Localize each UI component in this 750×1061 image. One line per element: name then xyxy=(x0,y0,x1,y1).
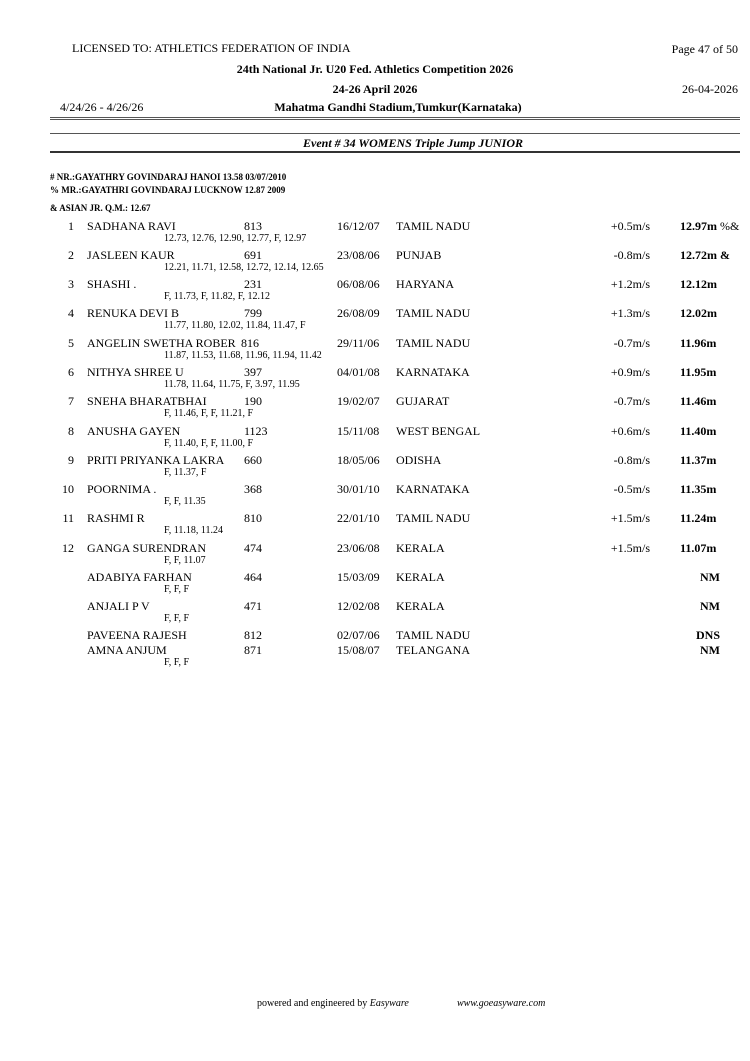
athlete-name: PAVEENA RAJESH xyxy=(87,628,187,642)
bib: 471 xyxy=(244,599,262,613)
state: ODISHA xyxy=(396,453,442,467)
bib: 464 xyxy=(244,570,262,584)
mark: 11.07m xyxy=(680,541,717,555)
wind: -0.8m/s xyxy=(613,453,650,467)
state: KARNATAKA xyxy=(396,482,470,496)
dob: 12/02/08 xyxy=(337,599,380,613)
license-text: LICENSED TO: ATHLETICS FEDERATION OF INDIA xyxy=(72,41,351,55)
mark: 11.24m xyxy=(680,511,717,525)
mark: 12.12m xyxy=(680,277,717,291)
date-range: 4/24/26 - 4/26/26 xyxy=(60,100,144,114)
athlete-name: POORNIMA . xyxy=(87,482,157,496)
bib: 691 xyxy=(244,248,262,262)
print-date: 26-04-2026 xyxy=(682,82,738,96)
bib: 474 xyxy=(244,541,262,555)
state: TAMIL NADU xyxy=(396,628,471,642)
wind: +1.5m/s xyxy=(610,511,650,525)
state: TAMIL NADU xyxy=(396,219,471,233)
dob: 15/11/08 xyxy=(337,424,380,438)
mark: NM xyxy=(700,570,720,584)
state: WEST BENGAL xyxy=(396,424,481,438)
state: TAMIL NADU xyxy=(396,306,471,320)
series: F, F, F xyxy=(164,584,190,595)
series: 12.21, 11.71, 12.58, 12.72, 12.14, 12.65 xyxy=(164,262,324,273)
result-row xyxy=(0,248,750,278)
series: F, F, F xyxy=(164,613,190,624)
result-row xyxy=(0,643,750,673)
state: KERALA xyxy=(396,541,445,555)
bib: 812 xyxy=(244,628,262,642)
result-row xyxy=(0,482,750,512)
mark: 11.35m xyxy=(680,482,717,496)
footer-powered xyxy=(257,998,409,1009)
dob: 22/01/10 xyxy=(337,511,380,525)
rank: 1 xyxy=(68,219,74,233)
competition-title: 24th National Jr. U20 Fed. Athletics Competition 2026 xyxy=(236,62,514,76)
dob: 04/01/08 xyxy=(337,365,380,379)
series: F, F, 11.35 xyxy=(164,496,206,507)
athlete-name: GANGA SURENDRAN xyxy=(87,541,207,555)
record-asian-qm: & ASIAN JR. Q.M.: 12.67 xyxy=(50,203,151,213)
athlete-name: AMNA ANJUM xyxy=(87,643,167,657)
wind: +1.5m/s xyxy=(610,541,650,555)
series: F, 11.46, F, F, 11.21, F xyxy=(164,408,254,419)
state: TELANGANA xyxy=(396,643,470,657)
wind: -0.5m/s xyxy=(613,482,650,496)
header-rule xyxy=(50,117,740,118)
athlete-name: ANGELIN SWETHA ROBER xyxy=(87,336,236,350)
result-row xyxy=(0,511,750,541)
rank: 2 xyxy=(68,248,74,262)
bib: 368 xyxy=(244,482,262,496)
bib: 813 xyxy=(244,219,262,233)
dob: 23/06/08 xyxy=(337,541,380,555)
athlete-name: SADHANA RAVI xyxy=(87,219,176,233)
athlete-name: SHASHI . xyxy=(87,277,137,291)
wind: +1.3m/s xyxy=(610,306,650,320)
dob: 30/01/10 xyxy=(337,482,380,496)
mark: NM xyxy=(700,599,720,613)
state: TAMIL NADU xyxy=(396,336,471,350)
rank: 10 xyxy=(62,482,74,496)
bib: 871 xyxy=(244,643,262,657)
athlete-name: ANUSHA GAYEN xyxy=(87,424,181,438)
athlete-name: RASHMI R xyxy=(87,511,145,525)
dob: 15/03/09 xyxy=(337,570,380,584)
athlete-name: NITHYA SHREE U xyxy=(87,365,184,379)
dob: 15/08/07 xyxy=(337,643,380,657)
athlete-name: PRITI PRIYANKA LAKRA xyxy=(87,453,225,467)
mark xyxy=(680,219,739,234)
result-row xyxy=(0,453,750,483)
athlete-name: ADABIYA FARHAN xyxy=(87,570,192,584)
rank: 3 xyxy=(68,277,74,291)
mark: 11.95m xyxy=(680,365,717,379)
rank: 11 xyxy=(62,511,74,525)
result-row xyxy=(0,365,750,395)
dob: 29/11/06 xyxy=(337,336,380,350)
bib: 397 xyxy=(244,365,262,379)
header-rule-2 xyxy=(50,119,740,120)
rank: 5 xyxy=(68,336,74,350)
dob: 02/07/06 xyxy=(337,628,380,642)
bib: 231 xyxy=(244,277,262,291)
mark: 11.96m xyxy=(680,336,717,350)
result-row xyxy=(0,219,750,249)
state: PUNJAB xyxy=(396,248,442,262)
bib: 799 xyxy=(244,306,262,320)
dob: 19/02/07 xyxy=(337,394,380,408)
footer-powered-text: powered and engineered by xyxy=(257,998,370,1009)
dob: 16/12/07 xyxy=(337,219,380,233)
bib: 190 xyxy=(244,394,262,408)
venue: Mahatma Gandhi Stadium,Tumkur(Karnataka) xyxy=(274,100,522,114)
series: 11.87, 11.53, 11.68, 11.96, 11.94, 11.42 xyxy=(164,350,322,361)
rank: 9 xyxy=(68,453,74,467)
mark-value: 12.97m xyxy=(680,219,717,233)
series: F, F, F xyxy=(164,657,190,668)
athlete-name: SNEHA BHARATBHAI xyxy=(87,394,207,408)
athlete-name: JASLEEN KAUR xyxy=(87,248,175,262)
result-row xyxy=(0,599,750,629)
state: KERALA xyxy=(396,570,445,584)
athlete-name: ANJALI P V xyxy=(87,599,150,613)
series: 12.73, 12.76, 12.90, 12.77, F, 12.97 xyxy=(164,233,307,244)
event-title: Event # 34 WOMENS Triple Jump JUNIOR xyxy=(302,136,524,150)
rank: 8 xyxy=(68,424,74,438)
event-rule-top xyxy=(50,133,740,134)
wind: -0.7m/s xyxy=(613,394,650,408)
result-row xyxy=(0,541,750,571)
qualifier: %& xyxy=(720,219,740,233)
athlete-name: RENUKA DEVI B xyxy=(87,306,179,320)
wind: -0.7m/s xyxy=(613,336,650,350)
mark: 11.37m xyxy=(680,453,717,467)
page-number: Page 47 of 50 xyxy=(671,42,738,56)
bib: 1123 xyxy=(244,424,268,438)
footer-url xyxy=(457,998,545,1009)
record-nr: # NR.:GAYATHRY GOVINDARAJ HANOI 13.58 03/07/2010 xyxy=(50,172,287,182)
series: 11.78, 11.64, 11.75, F, 3.97, 11.95 xyxy=(164,379,300,390)
result-row xyxy=(0,394,750,424)
state: KERALA xyxy=(396,599,445,613)
result-row xyxy=(0,424,750,454)
mark: NM xyxy=(700,643,720,657)
mark: 11.46m xyxy=(680,394,717,408)
wind: +0.9m/s xyxy=(610,365,650,379)
qualifier: & xyxy=(720,248,730,262)
wind: +1.2m/s xyxy=(610,277,650,291)
wind: -0.8m/s xyxy=(613,248,650,262)
footer-url-text: www.goeasyware.com xyxy=(457,998,546,1009)
dob: 18/05/06 xyxy=(337,453,380,467)
rank: 6 xyxy=(68,365,74,379)
result-row xyxy=(0,336,750,366)
mark xyxy=(680,248,730,263)
bib: 816 xyxy=(241,336,259,350)
dob: 26/08/09 xyxy=(337,306,380,320)
series: F, 11.40, F, F, 11.00, F xyxy=(164,438,254,449)
bib: 810 xyxy=(244,511,262,525)
rank: 7 xyxy=(68,394,74,408)
series: F, 11.37, F xyxy=(164,467,207,478)
series: F, 11.73, F, 11.82, F, 12.12 xyxy=(164,291,271,302)
mark: 12.02m xyxy=(680,306,717,320)
state: GUJARAT xyxy=(396,394,450,408)
bib: 660 xyxy=(244,453,262,467)
record-mr: % MR.:GAYATHRI GOVINDARAJ LUCKNOW 12.87 2009 xyxy=(50,185,286,195)
state: TAMIL NADU xyxy=(396,511,471,525)
mark: DNS xyxy=(695,628,720,642)
state: KARNATAKA xyxy=(396,365,470,379)
state: HARYANA xyxy=(396,277,455,291)
result-row xyxy=(0,306,750,336)
competition-dates: 24-26 April 2026 xyxy=(332,82,418,96)
mark-value: 12.72m xyxy=(680,248,717,262)
result-row xyxy=(0,570,750,600)
series: F, F, 11.07 xyxy=(164,555,206,566)
event-rule-bottom xyxy=(50,151,740,153)
series: F, 11.18, 11.24 xyxy=(164,525,224,536)
rank: 4 xyxy=(68,306,74,320)
footer-brand: Easyware xyxy=(369,998,409,1009)
dob: 06/08/06 xyxy=(337,277,380,291)
wind: +0.6m/s xyxy=(610,424,650,438)
wind: +0.5m/s xyxy=(610,219,650,233)
result-row xyxy=(0,277,750,307)
mark: 11.40m xyxy=(680,424,717,438)
series: 11.77, 11.80, 12.02, 11.84, 11.47, F xyxy=(164,320,306,331)
rank: 12 xyxy=(62,541,74,555)
dob: 23/08/06 xyxy=(337,248,380,262)
